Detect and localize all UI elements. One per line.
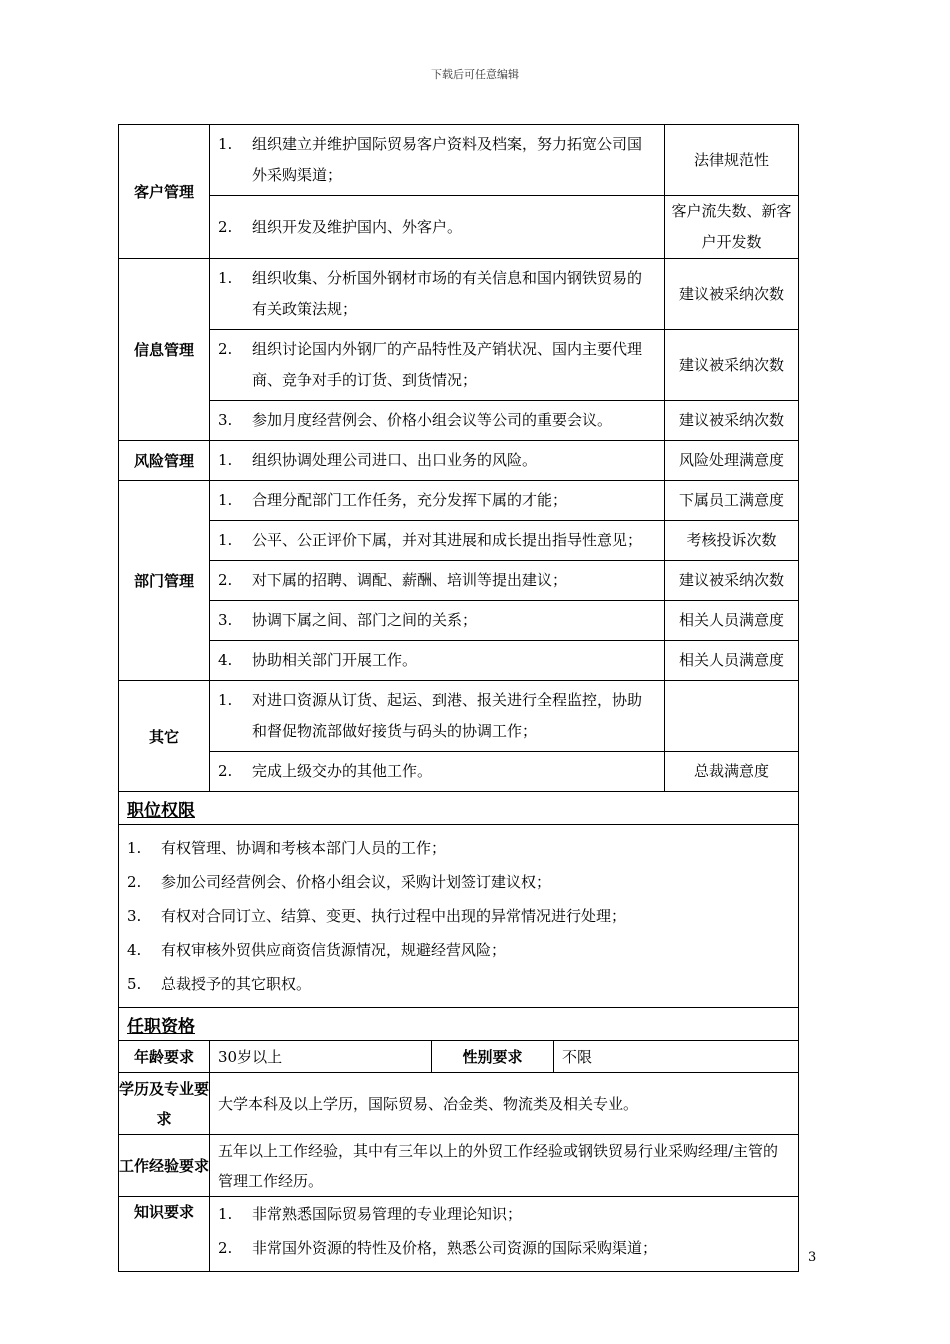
task-kpi: 建议被采纳次数 xyxy=(665,401,799,441)
task-kpi: 风险处理满意度 xyxy=(665,441,799,481)
item-number: 1. xyxy=(127,839,142,857)
duty-row xyxy=(119,259,799,330)
duty-task xyxy=(210,259,665,330)
task-text: 组织讨论国内外钢厂的产品特性及产销状况、国内主要代理商、竞争对手的订货、到货情况； xyxy=(252,340,643,389)
duty-row xyxy=(119,481,799,521)
duty-category: 其它 xyxy=(119,681,210,792)
task-number: 1. xyxy=(218,135,233,153)
task-text: 完成上级交办的其他工作。 xyxy=(252,762,433,780)
duty-row xyxy=(119,521,799,561)
duty-task xyxy=(210,521,665,561)
task-number: 1. xyxy=(218,531,233,549)
task-text: 协调下属之间、部门之间的关系； xyxy=(252,611,478,629)
duty-task xyxy=(210,125,665,196)
age-label: 年龄要求 xyxy=(119,1041,210,1073)
item-text: 总裁授予的其它职权。 xyxy=(161,975,312,993)
task-number: 1. xyxy=(218,691,233,709)
duty-task xyxy=(210,196,665,259)
experience-value: 五年以上工作经验，其中有三年以上的外贸工作经验或钢铁贸易行业采购经理/主管的管理工作经历。 xyxy=(210,1135,799,1197)
task-kpi: 客户流失数、新客户开发数 xyxy=(665,196,799,259)
task-text: 合理分配部门工作任务，充分发挥下属的才能； xyxy=(252,491,568,509)
task-number: 2. xyxy=(218,217,233,236)
task-text: 组织建立并维护国际贸易客户资料及档案，努力拓宽公司国外采购渠道； xyxy=(252,135,643,184)
task-text: 公平、公正评价下属，并对其进展和成长提出指导性意见； xyxy=(252,531,643,549)
duty-row xyxy=(119,125,799,196)
task-number: 3. xyxy=(218,411,233,429)
duty-row xyxy=(119,641,799,681)
gender-value: 不限 xyxy=(554,1041,799,1073)
duty-row xyxy=(119,601,799,641)
task-text: 组织协调处理公司进口、出口业务的风险。 xyxy=(252,451,538,469)
duty-task xyxy=(210,561,665,601)
task-text: 组织收集、分析国外钢材市场的有关信息和国内钢铁贸易的有关政策法规； xyxy=(252,269,643,318)
list-item xyxy=(218,1231,790,1265)
authority-title: 职位权限 xyxy=(119,792,799,825)
task-number: 3. xyxy=(218,611,233,629)
qualification-title: 任职资格 xyxy=(119,1008,799,1041)
task-number: 1. xyxy=(218,269,233,287)
duty-row xyxy=(119,752,799,792)
task-text: 协助相关部门开展工作。 xyxy=(252,651,418,669)
list-item xyxy=(127,967,790,1001)
task-kpi: 下属员工满意度 xyxy=(665,481,799,521)
item-number: 4. xyxy=(127,941,142,959)
list-item xyxy=(127,933,790,967)
task-number: 4. xyxy=(218,651,233,669)
item-text: 有权管理、协调和考核本部门人员的工作； xyxy=(161,839,447,857)
item-text: 参加公司经营例会、价格小组会议，采购计划签订建议权； xyxy=(161,873,552,891)
duty-task xyxy=(210,401,665,441)
page-number: 3 xyxy=(808,1250,817,1265)
duty-category: 信息管理 xyxy=(119,259,210,441)
item-number: 2. xyxy=(218,1239,233,1257)
page-header: 下载后可任意编辑 xyxy=(431,68,519,81)
knowledge-list xyxy=(210,1197,799,1272)
task-number: 2. xyxy=(218,571,233,589)
duty-task xyxy=(210,441,665,481)
duty-row xyxy=(119,196,799,259)
duties-section xyxy=(119,125,799,792)
task-number: 1. xyxy=(218,491,233,509)
item-number: 3. xyxy=(127,907,142,925)
duty-row xyxy=(119,561,799,601)
education-value: 大学本科及以上学历，国际贸易、冶金类、物流类及相关专业。 xyxy=(210,1073,799,1135)
task-kpi: 建议被采纳次数 xyxy=(665,259,799,330)
list-item xyxy=(127,899,790,933)
task-text: 参加月度经营例会、价格小组会议等公司的重要会议。 xyxy=(252,411,613,429)
authority-list xyxy=(119,825,799,1008)
duty-category: 风险管理 xyxy=(119,441,210,481)
task-kpi: 相关人员满意度 xyxy=(665,641,799,681)
knowledge-label: 知识要求 xyxy=(119,1197,210,1272)
task-kpi: 相关人员满意度 xyxy=(665,601,799,641)
task-number: 1. xyxy=(218,451,233,469)
task-kpi: 总裁满意度 xyxy=(665,752,799,792)
experience-label: 工作经验要求 xyxy=(119,1135,210,1197)
duty-category: 部门管理 xyxy=(119,481,210,681)
task-text: 对进口资源从订货、起运、到港、报关进行全程监控，协助和督促物流部做好接货与码头的协调工作； xyxy=(252,691,643,740)
task-kpi: 建议被采纳次数 xyxy=(665,330,799,401)
task-number: 2. xyxy=(218,340,233,358)
duty-task xyxy=(210,481,665,521)
duty-row xyxy=(119,441,799,481)
task-text: 对下属的招聘、调配、薪酬、培训等提出建议； xyxy=(252,571,568,589)
job-description-table xyxy=(118,124,799,1272)
duty-category: 客户管理 xyxy=(119,125,210,259)
education-label: 学历及专业要求 xyxy=(119,1073,210,1135)
duty-task xyxy=(210,641,665,681)
duty-task xyxy=(210,601,665,641)
duty-row xyxy=(119,330,799,401)
item-text: 有权对合同订立、结算、变更、执行过程中出现的异常情况进行处理； xyxy=(161,907,627,925)
duty-task xyxy=(210,681,665,752)
item-number: 5. xyxy=(127,975,142,993)
item-text: 有权审核外贸供应商资信货源情况，规避经营风险； xyxy=(161,941,507,959)
task-kpi: 考核投诉次数 xyxy=(665,521,799,561)
authority-section xyxy=(119,792,799,1008)
age-value: 30岁以上 xyxy=(210,1041,432,1073)
gender-label: 性别要求 xyxy=(432,1041,554,1073)
duty-task xyxy=(210,752,665,792)
item-number: 2. xyxy=(127,873,142,891)
list-item xyxy=(127,865,790,899)
task-kpi xyxy=(665,681,799,752)
task-kpi: 建议被采纳次数 xyxy=(665,561,799,601)
task-text: 组织开发及维护国内、外客户。 xyxy=(252,217,463,236)
task-kpi: 法律规范性 xyxy=(665,125,799,196)
duty-task xyxy=(210,330,665,401)
item-number: 1. xyxy=(218,1205,233,1223)
list-item xyxy=(127,831,790,865)
duty-row xyxy=(119,401,799,441)
list-item xyxy=(218,1197,790,1231)
task-number: 2. xyxy=(218,762,233,780)
duty-row xyxy=(119,681,799,752)
item-text: 非常熟悉国际贸易管理的专业理论知识； xyxy=(252,1205,523,1223)
qualification-section xyxy=(119,1008,799,1272)
item-text: 非常国外资源的特性及价格，熟悉公司资源的国际采购渠道； xyxy=(252,1239,658,1257)
